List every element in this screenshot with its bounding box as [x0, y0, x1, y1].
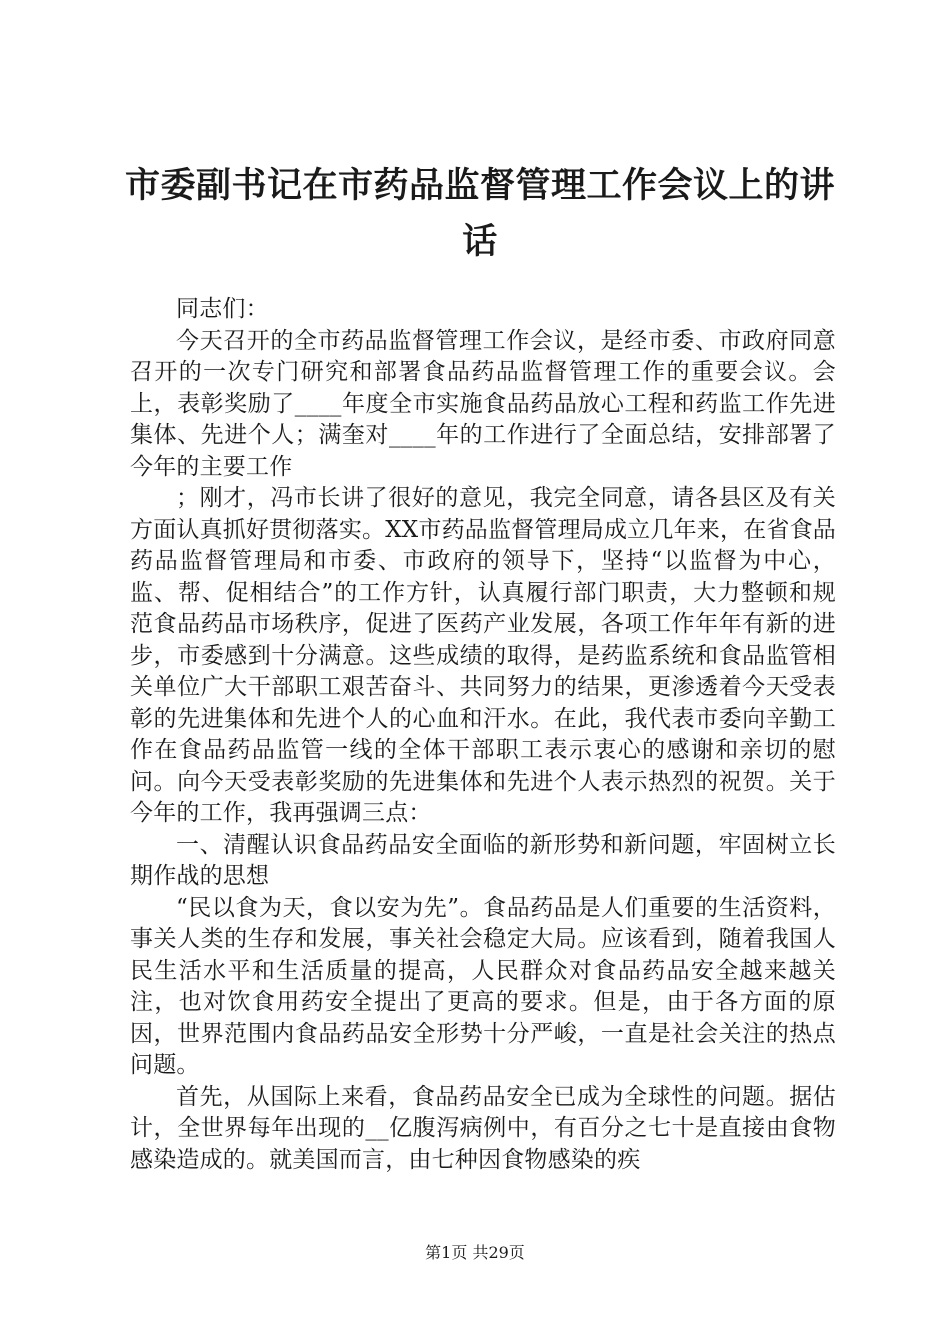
paragraph-international: 首先，从国际上来看，食品药品安全已成为全球性的问题。据估计，全世界每年出现的__亿腹泻病例中，有百分之七十是直接由食物感染造成的。就美国而言，由七种因食物感染的疾	[130, 1083, 836, 1173]
section-heading-1: 一、清醒认识食品药品安全面临的新形势和新问题，牢固树立长期作战的思想	[130, 831, 836, 889]
paragraph-intro: 今天召开的全市药品监督管理工作会议，是经市委、市政府同意召开的一次专门研究和部署食品药品监督管理工作的重要会议。会上，表彰奖励了____年度全市实施食品药品放心工程和药监工作先进集体、先进个人；满奎对____年的工作进行了全面总结，安排部署了今年的主要工作	[130, 327, 836, 480]
salutation: 同志们：	[176, 296, 269, 322]
document-body	[130, 294, 836, 1176]
document-title: 市委副书记在市药品监督管理工作会议上的讲话	[124, 165, 835, 262]
page-footer: 第1页 共29页	[425, 1243, 525, 1262]
paragraph-achievements: ；刚才，冯市长讲了很好的意见，我完全同意，请各县区及有关方面认真抓好贯彻落实。XX市药品监督管理局成立几年来，在省食品药品监督管理局和市委、市政府的领导下，坚持“以监督为中心，监、帮、促相结合”的工作方针，认真履行部门职责，大力整顿和规范食品药品市场秩序，促进了医药产业发展，各项工作年年有新的进步，市委感到十分满意。这些成绩的取得，是药监系统和食品监管相关单位广大干部职工艰苦奋斗、共同努力的结果，更渗透着今天受表彰的先进集体和先进个人的心血和汗水。在此，我代表市委向辛勤工作在食品药品监管一线的全体干部职工表示衷心的感谢和亲切的慰问。向今天受表彰奖励的先进集体和先进个人表示热烈的祝贺。关于今年的工作，我再强调三点：	[130, 485, 836, 826]
paragraph-situation: “民以食为天，食以安为先”。食品药品是人们重要的生活资料，事关人类的生存和发展，事关社会稳定大局。应该看到，随着我国人民生活水平和生活质量的提高，人民群众对食品药品安全越来越关注，也对饮食用药安全提出了更高的要求。但是，由于各方面的原因，世界范围内食品药品安全形势十分严峻，一直是社会关注的热点问题。	[130, 894, 836, 1078]
